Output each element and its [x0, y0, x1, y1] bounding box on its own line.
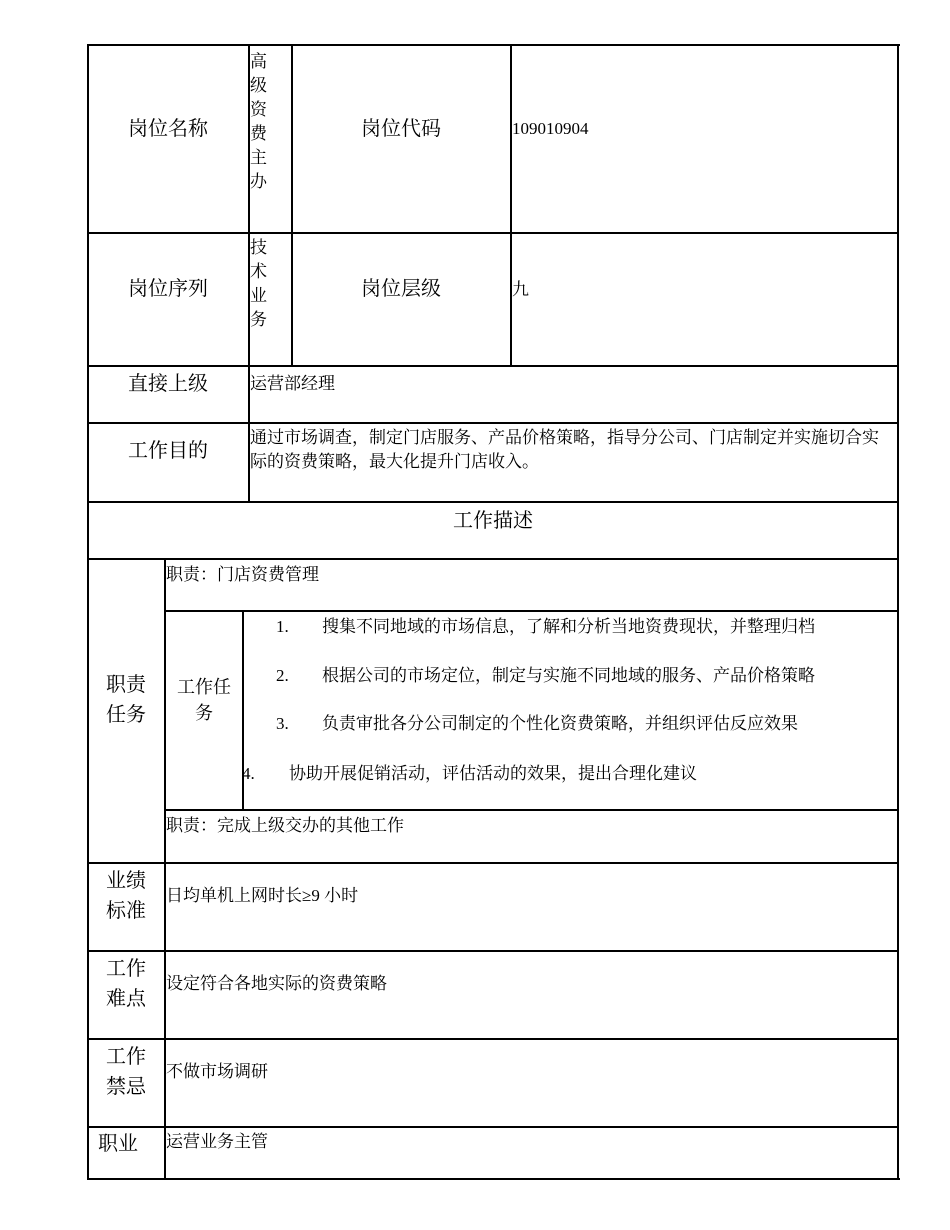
- table-divider: [291, 44, 293, 366]
- career-label: 职业: [98, 1133, 138, 1155]
- career-value: 运营业务主管: [166, 1132, 268, 1151]
- level-label: 岗位层级: [361, 278, 441, 300]
- task-text: 负责审批各分公司制定的个性化资费策略，并组织评估反应效果: [322, 714, 798, 733]
- table-divider: [164, 610, 898, 612]
- table-divider: [88, 232, 898, 234]
- position-code-label: 岗位代码: [361, 118, 441, 140]
- table-divider: [88, 558, 898, 560]
- difficulty-label: [88, 954, 164, 1014]
- table-divider: [88, 501, 898, 503]
- task-number: 1.: [276, 617, 289, 636]
- taboo-value: 不做市场调研: [166, 1062, 268, 1081]
- tasks-label-line: 工作任: [177, 677, 231, 697]
- table-divider: [164, 558, 166, 1178]
- table-divider: [88, 1126, 898, 1128]
- duties-label-line: 职责: [106, 674, 146, 696]
- section-title: 工作描述: [453, 510, 533, 532]
- difficulty-label-line: 工作: [106, 958, 146, 980]
- taboo-label-line: 禁忌: [106, 1076, 146, 1098]
- task-number: 4.: [242, 764, 255, 783]
- task-text: 搜集不同地域的市场信息，了解和分析当地资费现状，并整理归档: [322, 617, 815, 636]
- table-divider: [164, 809, 898, 811]
- tasks-label-line: 务: [195, 703, 213, 723]
- difficulty-value: 设定符合各地实际的资费策略: [166, 974, 387, 993]
- superior-label: 直接上级: [128, 373, 208, 395]
- duties-label: [88, 670, 164, 730]
- performance-label-line: 业绩: [106, 870, 146, 892]
- task-number: 3.: [276, 714, 289, 733]
- performance-label: [88, 866, 164, 926]
- task-text: 根据公司的市场定位，制定与实施不同地域的服务、产品价格策略: [322, 666, 815, 685]
- purpose-label: 工作目的: [128, 440, 208, 462]
- level-value: 九: [512, 280, 529, 299]
- performance-label-line: 标准: [106, 900, 146, 922]
- duty-1: 职责：门店资费管理: [166, 565, 319, 584]
- table-divider: [88, 422, 898, 424]
- taboo-label-line: 工作: [106, 1046, 146, 1068]
- taboo-label: [88, 1042, 164, 1102]
- tasks-label: [166, 674, 242, 726]
- difficulty-label-line: 难点: [106, 988, 146, 1010]
- table-divider: [88, 950, 898, 952]
- sequence-value: 技术业务: [250, 238, 267, 329]
- position-name-value: 高级资费主办: [250, 52, 267, 191]
- superior-value: 运营部经理: [250, 374, 335, 393]
- table-border-bottom: [88, 1178, 900, 1180]
- task-text: 协助开展促销活动，评估活动的效果，提出合理化建议: [289, 764, 697, 783]
- position-name-label: 岗位名称: [128, 118, 208, 140]
- table-divider: [88, 862, 898, 864]
- duties-label-line: 任务: [106, 704, 146, 726]
- position-code-value: 109010904: [512, 119, 589, 138]
- table-border-right: [897, 44, 899, 1180]
- purpose-value: 通过市场调查，制定门店服务、产品价格策略，指导分公司、门店制定并实施切合实际的资费策略，最大化提升门店收入。: [250, 428, 879, 471]
- sequence-label: 岗位序列: [128, 278, 208, 300]
- task-number: 2.: [276, 666, 289, 685]
- duty-2: 职责：完成上级交办的其他工作: [166, 816, 404, 835]
- table-divider: [510, 44, 512, 366]
- performance-value: 日均单机上网时长≥9 小时: [166, 886, 359, 905]
- table-divider: [88, 1038, 898, 1040]
- table-divider: [88, 365, 898, 367]
- table-border-top: [88, 44, 900, 46]
